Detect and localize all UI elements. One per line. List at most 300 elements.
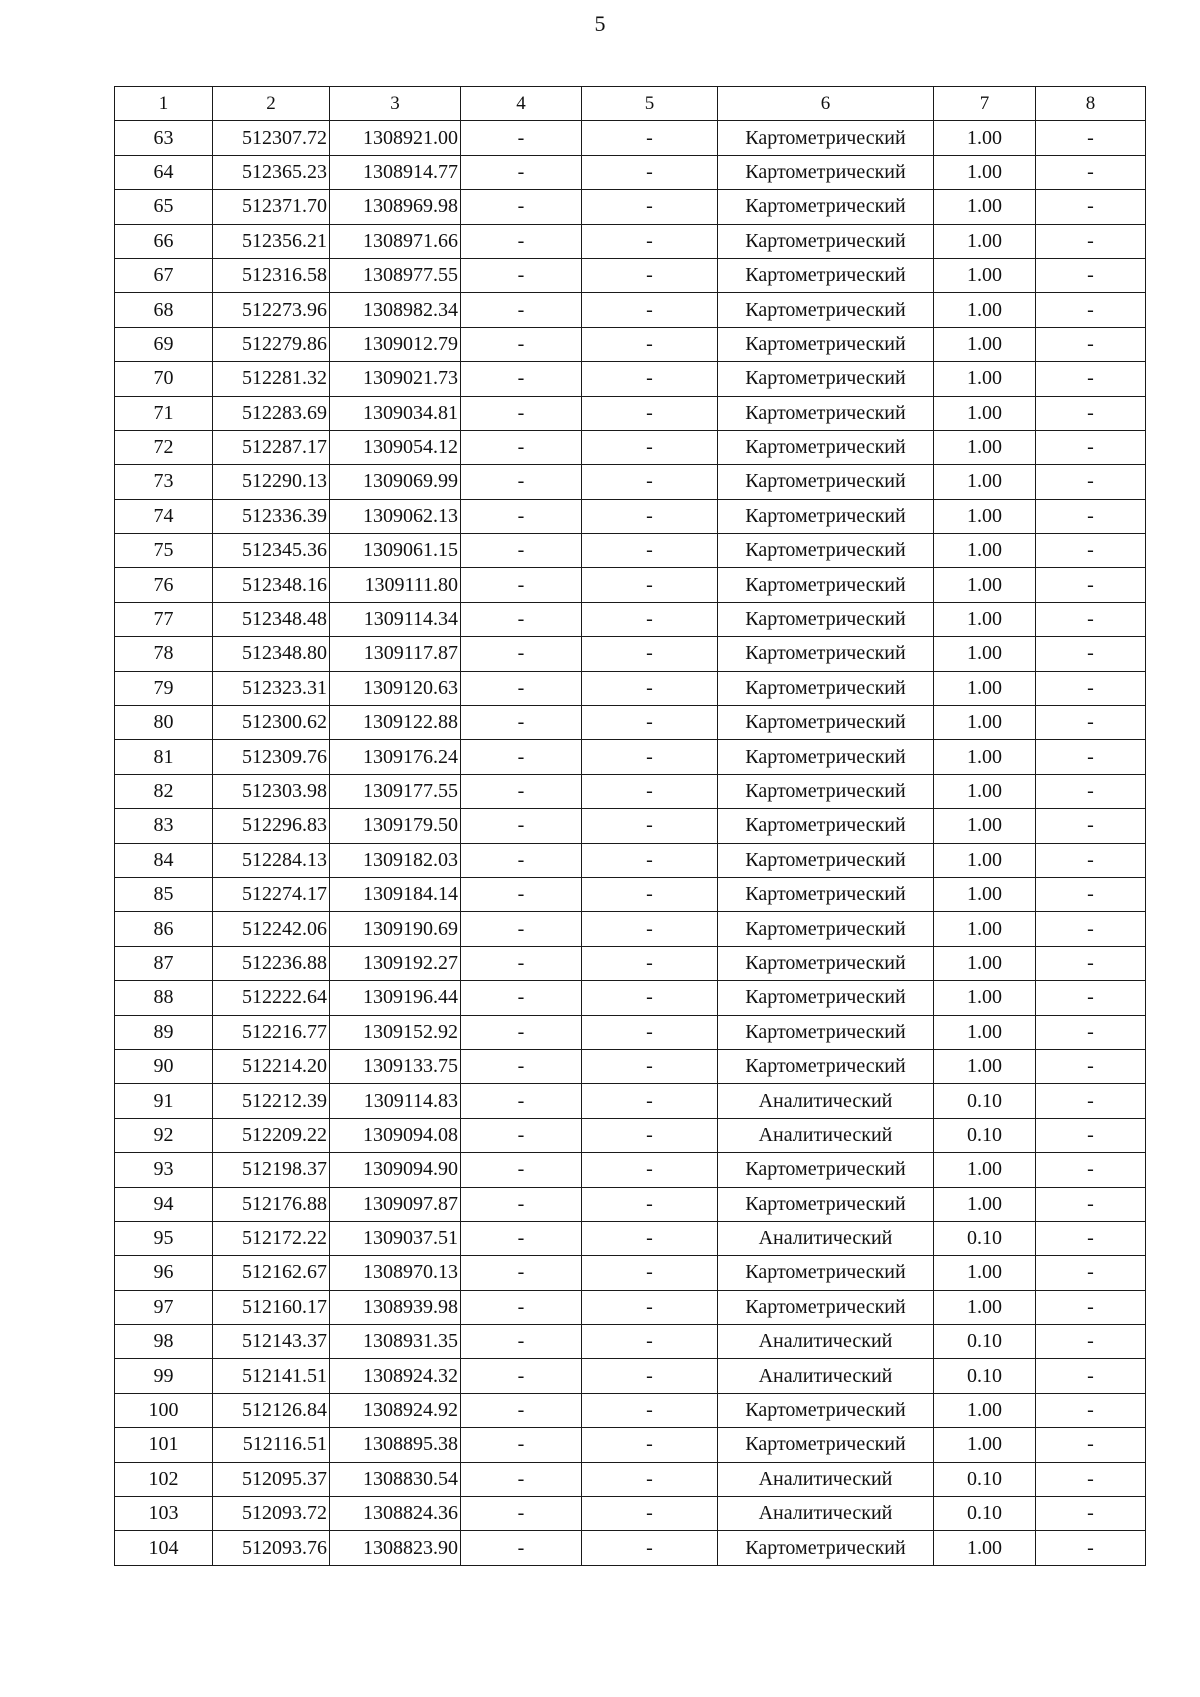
- table-row: [115, 843, 1146, 877]
- method-cell: Картометрический: [718, 568, 934, 602]
- table-row: [115, 1084, 1146, 1118]
- method-cell: Картометрический: [718, 1153, 934, 1187]
- column-5-cell: -: [582, 1428, 718, 1462]
- column-8-cell: -: [1036, 1359, 1146, 1393]
- x-coordinate-cell: 512281.32: [213, 362, 330, 396]
- accuracy-cell: 1.00: [934, 1187, 1036, 1221]
- x-coordinate-cell: 512283.69: [213, 396, 330, 430]
- point-number-cell: 98: [115, 1325, 213, 1359]
- table-row: [115, 293, 1146, 327]
- x-coordinate-cell: 512348.80: [213, 637, 330, 671]
- table-row: [115, 396, 1146, 430]
- accuracy-cell: 0.10: [934, 1325, 1036, 1359]
- x-coordinate-cell: 512143.37: [213, 1325, 330, 1359]
- y-coordinate-cell: 1308931.35: [330, 1325, 461, 1359]
- column-8-cell: -: [1036, 1256, 1146, 1290]
- method-cell: Картометрический: [718, 706, 934, 740]
- y-coordinate-cell: 1309192.27: [330, 946, 461, 980]
- column-4-cell: -: [461, 1187, 582, 1221]
- point-number-cell: 83: [115, 809, 213, 843]
- point-number-cell: 100: [115, 1393, 213, 1427]
- point-number-cell: 68: [115, 293, 213, 327]
- column-5-cell: -: [582, 877, 718, 911]
- accuracy-cell: 1.00: [934, 534, 1036, 568]
- table-row: [115, 568, 1146, 602]
- accuracy-cell: 1.00: [934, 877, 1036, 911]
- page-number: 5: [594, 11, 606, 36]
- y-coordinate-cell: 1308939.98: [330, 1290, 461, 1324]
- y-coordinate-cell: 1309094.08: [330, 1118, 461, 1152]
- table-row: [115, 1049, 1146, 1083]
- method-cell: Аналитический: [718, 1118, 934, 1152]
- column-4-cell: -: [461, 740, 582, 774]
- x-coordinate-cell: 512141.51: [213, 1359, 330, 1393]
- x-coordinate-cell: 512348.16: [213, 568, 330, 602]
- column-4-cell: -: [461, 430, 582, 464]
- point-number-cell: 97: [115, 1290, 213, 1324]
- accuracy-cell: 1.00: [934, 1153, 1036, 1187]
- column-4-cell: -: [461, 293, 582, 327]
- column-8-cell: -: [1036, 499, 1146, 533]
- table-row: [115, 1393, 1146, 1427]
- accuracy-cell: 1.00: [934, 224, 1036, 258]
- column-header: 7: [934, 87, 1036, 121]
- y-coordinate-cell: 1308969.98: [330, 190, 461, 224]
- column-4-cell: -: [461, 1256, 582, 1290]
- column-5-cell: -: [582, 224, 718, 258]
- accuracy-cell: 1.00: [934, 706, 1036, 740]
- accuracy-cell: 1.00: [934, 912, 1036, 946]
- column-4-cell: -: [461, 224, 582, 258]
- column-5-cell: -: [582, 1084, 718, 1118]
- point-number-cell: 73: [115, 465, 213, 499]
- x-coordinate-cell: 512116.51: [213, 1428, 330, 1462]
- column-header: 1: [115, 87, 213, 121]
- point-number-cell: 102: [115, 1462, 213, 1496]
- accuracy-cell: 1.00: [934, 499, 1036, 533]
- method-cell: Картометрический: [718, 327, 934, 361]
- column-4-cell: -: [461, 1084, 582, 1118]
- point-number-cell: 87: [115, 946, 213, 980]
- method-cell: Картометрический: [718, 1290, 934, 1324]
- table-row: [115, 809, 1146, 843]
- method-cell: Картометрический: [718, 912, 934, 946]
- method-cell: Картометрический: [718, 465, 934, 499]
- column-5-cell: -: [582, 809, 718, 843]
- column-4-cell: -: [461, 671, 582, 705]
- accuracy-cell: 1.00: [934, 465, 1036, 499]
- y-coordinate-cell: 1309179.50: [330, 809, 461, 843]
- column-5-cell: -: [582, 740, 718, 774]
- column-5-cell: -: [582, 1118, 718, 1152]
- method-cell: Аналитический: [718, 1359, 934, 1393]
- column-8-cell: -: [1036, 1118, 1146, 1152]
- accuracy-cell: 1.00: [934, 671, 1036, 705]
- coordinates-table: [114, 86, 1146, 1566]
- x-coordinate-cell: 512198.37: [213, 1153, 330, 1187]
- column-8-cell: -: [1036, 774, 1146, 808]
- x-coordinate-cell: 512093.72: [213, 1497, 330, 1531]
- method-cell: Картометрический: [718, 1187, 934, 1221]
- x-coordinate-cell: 512162.67: [213, 1256, 330, 1290]
- method-cell: Картометрический: [718, 258, 934, 292]
- y-coordinate-cell: 1308914.77: [330, 155, 461, 189]
- y-coordinate-cell: 1309094.90: [330, 1153, 461, 1187]
- accuracy-cell: 1.00: [934, 740, 1036, 774]
- method-cell: Картометрический: [718, 534, 934, 568]
- method-cell: Картометрический: [718, 121, 934, 155]
- column-8-cell: -: [1036, 981, 1146, 1015]
- point-number-cell: 78: [115, 637, 213, 671]
- y-coordinate-cell: 1309133.75: [330, 1049, 461, 1083]
- column-5-cell: -: [582, 1290, 718, 1324]
- table-row: [115, 1290, 1146, 1324]
- accuracy-cell: 0.10: [934, 1221, 1036, 1255]
- table-row: [115, 1187, 1146, 1221]
- column-8-cell: -: [1036, 1084, 1146, 1118]
- point-number-cell: 90: [115, 1049, 213, 1083]
- point-number-cell: 81: [115, 740, 213, 774]
- column-4-cell: -: [461, 1118, 582, 1152]
- table-row: [115, 1153, 1146, 1187]
- column-5-cell: -: [582, 1359, 718, 1393]
- point-number-cell: 71: [115, 396, 213, 430]
- x-coordinate-cell: 512300.62: [213, 706, 330, 740]
- method-cell: Аналитический: [718, 1462, 934, 1496]
- table-row: [115, 774, 1146, 808]
- point-number-cell: 63: [115, 121, 213, 155]
- table-row: [115, 1462, 1146, 1496]
- method-cell: Картометрический: [718, 671, 934, 705]
- x-coordinate-cell: 512095.37: [213, 1462, 330, 1496]
- x-coordinate-cell: 512160.17: [213, 1290, 330, 1324]
- accuracy-cell: 0.10: [934, 1462, 1036, 1496]
- accuracy-cell: 1.00: [934, 774, 1036, 808]
- column-8-cell: -: [1036, 1497, 1146, 1531]
- table-row: [115, 362, 1146, 396]
- x-coordinate-cell: 512236.88: [213, 946, 330, 980]
- x-coordinate-cell: 512216.77: [213, 1015, 330, 1049]
- column-5-cell: -: [582, 1049, 718, 1083]
- column-5-cell: -: [582, 1531, 718, 1565]
- point-number-cell: 86: [115, 912, 213, 946]
- method-cell: Картометрический: [718, 1531, 934, 1565]
- y-coordinate-cell: 1309097.87: [330, 1187, 461, 1221]
- column-5-cell: -: [582, 1153, 718, 1187]
- x-coordinate-cell: 512126.84: [213, 1393, 330, 1427]
- point-number-cell: 89: [115, 1015, 213, 1049]
- x-coordinate-cell: 512290.13: [213, 465, 330, 499]
- column-4-cell: -: [461, 1497, 582, 1531]
- column-5-cell: -: [582, 1187, 718, 1221]
- table-body: [115, 121, 1146, 1565]
- accuracy-cell: 1.00: [934, 981, 1036, 1015]
- column-8-cell: -: [1036, 1153, 1146, 1187]
- column-5-cell: -: [582, 1325, 718, 1359]
- x-coordinate-cell: 512212.39: [213, 1084, 330, 1118]
- y-coordinate-cell: 1308830.54: [330, 1462, 461, 1496]
- column-header: 2: [213, 87, 330, 121]
- method-cell: Картометрический: [718, 877, 934, 911]
- table-row: [115, 465, 1146, 499]
- method-cell: Картометрический: [718, 155, 934, 189]
- y-coordinate-cell: 1309111.80: [330, 568, 461, 602]
- column-5-cell: -: [582, 499, 718, 533]
- y-coordinate-cell: 1309054.12: [330, 430, 461, 464]
- accuracy-cell: 0.10: [934, 1118, 1036, 1152]
- point-number-cell: 91: [115, 1084, 213, 1118]
- point-number-cell: 75: [115, 534, 213, 568]
- y-coordinate-cell: 1309114.83: [330, 1084, 461, 1118]
- table-row: [115, 258, 1146, 292]
- y-coordinate-cell: 1308924.32: [330, 1359, 461, 1393]
- method-cell: Картометрический: [718, 1428, 934, 1462]
- y-coordinate-cell: 1309021.73: [330, 362, 461, 396]
- y-coordinate-cell: 1309061.15: [330, 534, 461, 568]
- x-coordinate-cell: 512176.88: [213, 1187, 330, 1221]
- y-coordinate-cell: 1309176.24: [330, 740, 461, 774]
- point-number-cell: 93: [115, 1153, 213, 1187]
- point-number-cell: 72: [115, 430, 213, 464]
- column-8-cell: -: [1036, 1187, 1146, 1221]
- accuracy-cell: 1.00: [934, 809, 1036, 843]
- table-row: [115, 706, 1146, 740]
- x-coordinate-cell: 512279.86: [213, 327, 330, 361]
- column-4-cell: -: [461, 1393, 582, 1427]
- table-header-row: [115, 87, 1146, 121]
- accuracy-cell: 1.00: [934, 1256, 1036, 1290]
- accuracy-cell: 1.00: [934, 843, 1036, 877]
- column-5-cell: -: [582, 946, 718, 980]
- table-row: [115, 1531, 1146, 1565]
- y-coordinate-cell: 1308982.34: [330, 293, 461, 327]
- column-4-cell: -: [461, 1015, 582, 1049]
- point-number-cell: 64: [115, 155, 213, 189]
- y-coordinate-cell: 1309182.03: [330, 843, 461, 877]
- point-number-cell: 94: [115, 1187, 213, 1221]
- accuracy-cell: 1.00: [934, 1049, 1036, 1083]
- accuracy-cell: 1.00: [934, 293, 1036, 327]
- column-4-cell: -: [461, 362, 582, 396]
- column-8-cell: -: [1036, 1015, 1146, 1049]
- column-4-cell: -: [461, 1359, 582, 1393]
- accuracy-cell: 1.00: [934, 1428, 1036, 1462]
- column-5-cell: -: [582, 671, 718, 705]
- method-cell: Картометрический: [718, 190, 934, 224]
- method-cell: Картометрический: [718, 1015, 934, 1049]
- accuracy-cell: 1.00: [934, 190, 1036, 224]
- method-cell: Картометрический: [718, 946, 934, 980]
- method-cell: Аналитический: [718, 1221, 934, 1255]
- x-coordinate-cell: 512209.22: [213, 1118, 330, 1152]
- method-cell: Аналитический: [718, 1084, 934, 1118]
- x-coordinate-cell: 512287.17: [213, 430, 330, 464]
- table-row: [115, 327, 1146, 361]
- y-coordinate-cell: 1308971.66: [330, 224, 461, 258]
- point-number-cell: 80: [115, 706, 213, 740]
- x-coordinate-cell: 512336.39: [213, 499, 330, 533]
- column-8-cell: -: [1036, 190, 1146, 224]
- x-coordinate-cell: 512303.98: [213, 774, 330, 808]
- y-coordinate-cell: 1308823.90: [330, 1531, 461, 1565]
- column-8-cell: -: [1036, 362, 1146, 396]
- x-coordinate-cell: 512371.70: [213, 190, 330, 224]
- x-coordinate-cell: 512356.21: [213, 224, 330, 258]
- method-cell: Картометрический: [718, 981, 934, 1015]
- point-number-cell: 69: [115, 327, 213, 361]
- column-5-cell: -: [582, 258, 718, 292]
- column-5-cell: -: [582, 1015, 718, 1049]
- column-8-cell: -: [1036, 843, 1146, 877]
- method-cell: Картометрический: [718, 1049, 934, 1083]
- table-row: [115, 1428, 1146, 1462]
- table-row: [115, 671, 1146, 705]
- table-row: [115, 155, 1146, 189]
- table-row: [115, 1359, 1146, 1393]
- method-cell: Картометрический: [718, 430, 934, 464]
- x-coordinate-cell: 512284.13: [213, 843, 330, 877]
- point-number-cell: 99: [115, 1359, 213, 1393]
- column-8-cell: -: [1036, 877, 1146, 911]
- point-number-cell: 66: [115, 224, 213, 258]
- column-4-cell: -: [461, 637, 582, 671]
- accuracy-cell: 1.00: [934, 362, 1036, 396]
- table-row: [115, 877, 1146, 911]
- point-number-cell: 74: [115, 499, 213, 533]
- column-8-cell: -: [1036, 327, 1146, 361]
- column-4-cell: -: [461, 190, 582, 224]
- x-coordinate-cell: 512242.06: [213, 912, 330, 946]
- x-coordinate-cell: 512274.17: [213, 877, 330, 911]
- column-8-cell: -: [1036, 568, 1146, 602]
- point-number-cell: 67: [115, 258, 213, 292]
- table-row: [115, 1221, 1146, 1255]
- y-coordinate-cell: 1309069.99: [330, 465, 461, 499]
- method-cell: Картометрический: [718, 740, 934, 774]
- column-5-cell: -: [582, 1221, 718, 1255]
- column-4-cell: -: [461, 155, 582, 189]
- point-number-cell: 77: [115, 602, 213, 636]
- column-8-cell: -: [1036, 396, 1146, 430]
- point-number-cell: 85: [115, 877, 213, 911]
- column-5-cell: -: [582, 190, 718, 224]
- column-header: 5: [582, 87, 718, 121]
- column-8-cell: -: [1036, 121, 1146, 155]
- x-coordinate-cell: 512316.58: [213, 258, 330, 292]
- column-4-cell: -: [461, 1049, 582, 1083]
- table-row: [115, 1015, 1146, 1049]
- table-row: [115, 740, 1146, 774]
- table-row: [115, 430, 1146, 464]
- column-8-cell: -: [1036, 946, 1146, 980]
- column-4-cell: -: [461, 1531, 582, 1565]
- column-header: 4: [461, 87, 582, 121]
- accuracy-cell: 1.00: [934, 121, 1036, 155]
- table-row: [115, 912, 1146, 946]
- x-coordinate-cell: 512307.72: [213, 121, 330, 155]
- column-4-cell: -: [461, 1428, 582, 1462]
- column-4-cell: -: [461, 877, 582, 911]
- column-4-cell: -: [461, 1153, 582, 1187]
- column-5-cell: -: [582, 362, 718, 396]
- y-coordinate-cell: 1309177.55: [330, 774, 461, 808]
- y-coordinate-cell: 1308895.38: [330, 1428, 461, 1462]
- column-8-cell: -: [1036, 155, 1146, 189]
- column-8-cell: -: [1036, 465, 1146, 499]
- x-coordinate-cell: 512348.48: [213, 602, 330, 636]
- column-4-cell: -: [461, 946, 582, 980]
- accuracy-cell: 1.00: [934, 1531, 1036, 1565]
- x-coordinate-cell: 512309.76: [213, 740, 330, 774]
- accuracy-cell: 1.00: [934, 327, 1036, 361]
- point-number-cell: 82: [115, 774, 213, 808]
- table-row: [115, 1118, 1146, 1152]
- column-4-cell: -: [461, 706, 582, 740]
- column-4-cell: -: [461, 1290, 582, 1324]
- x-coordinate-cell: 512296.83: [213, 809, 330, 843]
- point-number-cell: 70: [115, 362, 213, 396]
- table-row: [115, 499, 1146, 533]
- point-number-cell: 95: [115, 1221, 213, 1255]
- accuracy-cell: 1.00: [934, 1393, 1036, 1427]
- point-number-cell: 92: [115, 1118, 213, 1152]
- y-coordinate-cell: 1309117.87: [330, 637, 461, 671]
- table-row: [115, 190, 1146, 224]
- table-row: [115, 946, 1146, 980]
- accuracy-cell: 1.00: [934, 1015, 1036, 1049]
- column-8-cell: -: [1036, 706, 1146, 740]
- column-8-cell: -: [1036, 224, 1146, 258]
- point-number-cell: 104: [115, 1531, 213, 1565]
- y-coordinate-cell: 1308970.13: [330, 1256, 461, 1290]
- point-number-cell: 84: [115, 843, 213, 877]
- column-4-cell: -: [461, 981, 582, 1015]
- column-5-cell: -: [582, 1393, 718, 1427]
- y-coordinate-cell: 1309152.92: [330, 1015, 461, 1049]
- method-cell: Аналитический: [718, 1497, 934, 1531]
- accuracy-cell: 0.10: [934, 1084, 1036, 1118]
- column-8-cell: -: [1036, 258, 1146, 292]
- column-4-cell: -: [461, 602, 582, 636]
- column-4-cell: -: [461, 396, 582, 430]
- method-cell: Картометрический: [718, 293, 934, 327]
- column-4-cell: -: [461, 774, 582, 808]
- method-cell: Картометрический: [718, 1256, 934, 1290]
- method-cell: Картометрический: [718, 1393, 934, 1427]
- column-8-cell: -: [1036, 293, 1146, 327]
- method-cell: Картометрический: [718, 774, 934, 808]
- y-coordinate-cell: 1309037.51: [330, 1221, 461, 1255]
- column-8-cell: -: [1036, 1531, 1146, 1565]
- table-row: [115, 602, 1146, 636]
- column-8-cell: -: [1036, 1290, 1146, 1324]
- column-5-cell: -: [582, 568, 718, 602]
- column-4-cell: -: [461, 568, 582, 602]
- column-5-cell: -: [582, 637, 718, 671]
- column-5-cell: -: [582, 602, 718, 636]
- column-5-cell: -: [582, 534, 718, 568]
- column-5-cell: -: [582, 121, 718, 155]
- y-coordinate-cell: 1309012.79: [330, 327, 461, 361]
- method-cell: Картометрический: [718, 809, 934, 843]
- x-coordinate-cell: 512323.31: [213, 671, 330, 705]
- column-header: 8: [1036, 87, 1146, 121]
- column-8-cell: -: [1036, 1049, 1146, 1083]
- column-8-cell: -: [1036, 1221, 1146, 1255]
- y-coordinate-cell: 1308824.36: [330, 1497, 461, 1531]
- column-8-cell: -: [1036, 602, 1146, 636]
- point-number-cell: 103: [115, 1497, 213, 1531]
